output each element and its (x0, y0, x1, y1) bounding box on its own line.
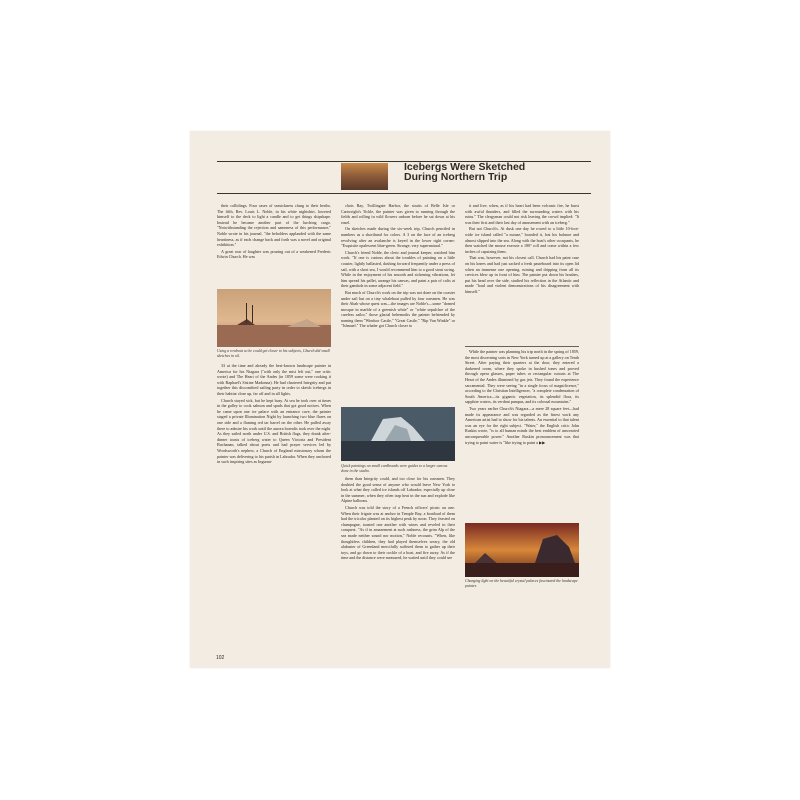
paragraph: On sketches made during the six-week trip, Church penciled in numbers as a shorthand for colors. A 3 on the face of an iceberg revolving after an avalanche is keyed in the lower right corner: "Exquisite opalescent blue-green. Strange, very supernatural." (341, 226, 455, 249)
paragraph: it and live; when, as if his heart had been volcanic fire, he burst with awful thunders, and filled the surrounding waters with his ruins." The clergyman could not risk leaving the crowd implied: "It was their first and their last day of amusement with an iceberg." (465, 203, 579, 225)
paragraph: them than Integrity could, and too close for his oarsmen. They doubted the good sense of anyone who would leave New York to look at what they called ice islands off Labrador, especially up close in the summer, when they often trap heat in the sun and explode like Alpine balloons. (341, 476, 455, 504)
figure-ship-painting (217, 289, 331, 347)
column-1-continued (217, 363, 331, 655)
header-thumbnail-painting (341, 163, 388, 190)
paragraph: That was, however, not his closest call. Church had his paint case on his knees and had just sacked a fresh pasteboard into its open lid when an immense one opening, ruining and dripping from all its crevices blew up in front of him. The painter put down his brushes, put his head over the side, studied his reflection in the Atlantic and made "loud and violent demonstrations of his disagreement with himself." (465, 255, 579, 294)
paragraph: Church was told the story of a French officers' picnic on one. When their frigate was at anchor in Temple Bay, a boatload of them had the tricolor planted on its highest peak by noon. They feasted on champagne, toasted one another with wines and reveled in their conquest. "As if in amazement at such rashness, the grim Alp of the sea made neither sound nor motion," Noble recounts. "When, like thoughtless children, they had played themselves weary, the old alabaster of Greenland mercifully suffered them to gather up their toys, and go down to their cockle of a boat, and fire away. As if the time and the distance were measured, he waited until they could see (341, 504, 455, 561)
paragraph: Church's friend Noble, the cleric and journal keeper, watched him work. "If one is curious about the troubles of painting on a little coaster, lightly ballasted, dashing forward frequently under a press of sail, with a short sea, I would recommend him to a good stout swing. While in the enjoyment of his smooth and sickening vibrations, let him spread his pallet, arrange his canvas, and paint a pair of colts at their gambols in some adjacent field." (341, 249, 455, 289)
paragraph: chois Bay, Twillingate Harbor, the straits of Belle Isle or Cartwright's Tickle, the painter was given to running through the fields and rolling in wild flowers unborn before he sat down at his easel. (341, 203, 455, 225)
paragraph: But not Church's. At dusk one day he rowed to a little 10-foot-wide ice island called "a mouse," boarded it, lost his balance and almost slipped into the sea. Along with the boat's other occupants, he then watched the mouse execute a 180° roll and come within a few inches of capsizing them. (465, 226, 579, 254)
paragraph: Church stayed sick, but he kept busy. At sea he took over at times in the galley to cook salmon and spuds that got good notices. When he came upon one ice palace with an entrance cave, the painter staged a private Illumination Night by launching two blue flares on one side and a flaming red tar barrel on the other. He pulled away there to admire his work until the aurora borealis took over the night. As they sailed north under U.S. and British flags, they drank after-dinner toasts of iceberg water to Queen Victoria and President Buchanan, talked about poets and had prayer services led by Wordsworth's nephew, a Church of England missionary whom the painter was delivering to his parish in Labrador. When they anchored in such inspiring sites as Ingurna- (217, 397, 331, 465)
caption-figure-3: Changing light on the beautiful crystal palaces fascinated the landscape painter. (465, 579, 578, 588)
paragraph: Two years earlier Church's Niagara—a mere 28 square feet—had made its appearance and was regarded as the finest work any American artist had to show for his talents. An essential to that talent was an eye for the right subject. "Water," the English critic John Ruskin wrote, "is to all human minds the best emblem of unwearied unconquerable power." Another Ruskin pronouncement was that trying to paint water is "like trying to paint a ▶▶ (465, 405, 579, 445)
caption-figure-2: Quick paintings on small cardboards were guides to a larger canvas done in the studio. (341, 464, 448, 473)
page-number: 102 (216, 655, 225, 661)
column-2 (341, 203, 455, 401)
paragraph: While the painter was planning his trip north in the spring of 1859, the most discerning sorts in New York turned up at a gallery on Tenth Street. After paying their quarters at the door, they entered a darkened room, where they spoke in hushed tones and proved through opera glasses, paper tubes or rectangular cutouts at The Heart of the Andes illumined by gas jets. They found the experience sacramental. They were seeing "in a single focus of magnificence," according to the Christian Intelligencer, "a complete condensation of South America—its gigantic vegetation, its splendid flora, its sapphire waters, its verdant pampas, and its colossal mountains." (465, 349, 579, 405)
figure-iceberg-painting (341, 407, 455, 461)
column-2-continued (341, 476, 455, 661)
paragraph: But much of Church's work on the trip was not done on the coaster under sail but on a tiny whaleboat pulled by four oarsmen. He was their Ahab whose quest was—the images are Noble's—some "domed mosque in marble of a greenish white" or "white sepulchre of the careless sailor," those glacial behemoths the painter befriended by naming them "Windsor Castle," "Great Castle," "Rip Van Winkle" or "Ishmael." The whaler got Church closer to (341, 289, 455, 329)
figure-crystal-palace-painting (465, 523, 579, 577)
header-rule (217, 193, 591, 194)
column-1 (217, 203, 331, 283)
column-divider (465, 346, 579, 347)
column-3 (465, 203, 579, 331)
caption-figure-1: Using a rowboat so he could get closer to his subjects, Church did small sketches in oil. (217, 349, 330, 358)
article-title: Icebergs Were Sketched During Northern Trip (404, 161, 526, 183)
paragraph: their collidings. Four cases of seasickness clung to their berths. The fifth, Rev. Louis L. Noble, in his white nightshirt, lowered himself to the deck to light a candle and to get things shipshape. Instead he became another part of the lurching cargo. "Notwithstanding the rejection and sameness of this performance," Noble wrote in his journal, "the beholders applauded with the same heartiness, as if each change back and forth was a novel and original exhibition." (217, 203, 331, 248)
column-3-continued (465, 349, 579, 521)
paragraph: 33 at the time and already the best-known landscape painter in America for his Niagara ("with only the mist left out," one critic wrote) and The Heart of the Andes (in 1859 some were rooking it with Raphael's Sistine Madonna). He had chartered Integrity and put together this discomfited sailing party in order to sketch icebergs in their habitat close up, far off and in all lights. (217, 363, 331, 396)
paragraph: A great roar of laughter was pouring out of a weakened Frederic Edwin Church. He was (217, 248, 331, 260)
magazine-page (190, 131, 610, 668)
